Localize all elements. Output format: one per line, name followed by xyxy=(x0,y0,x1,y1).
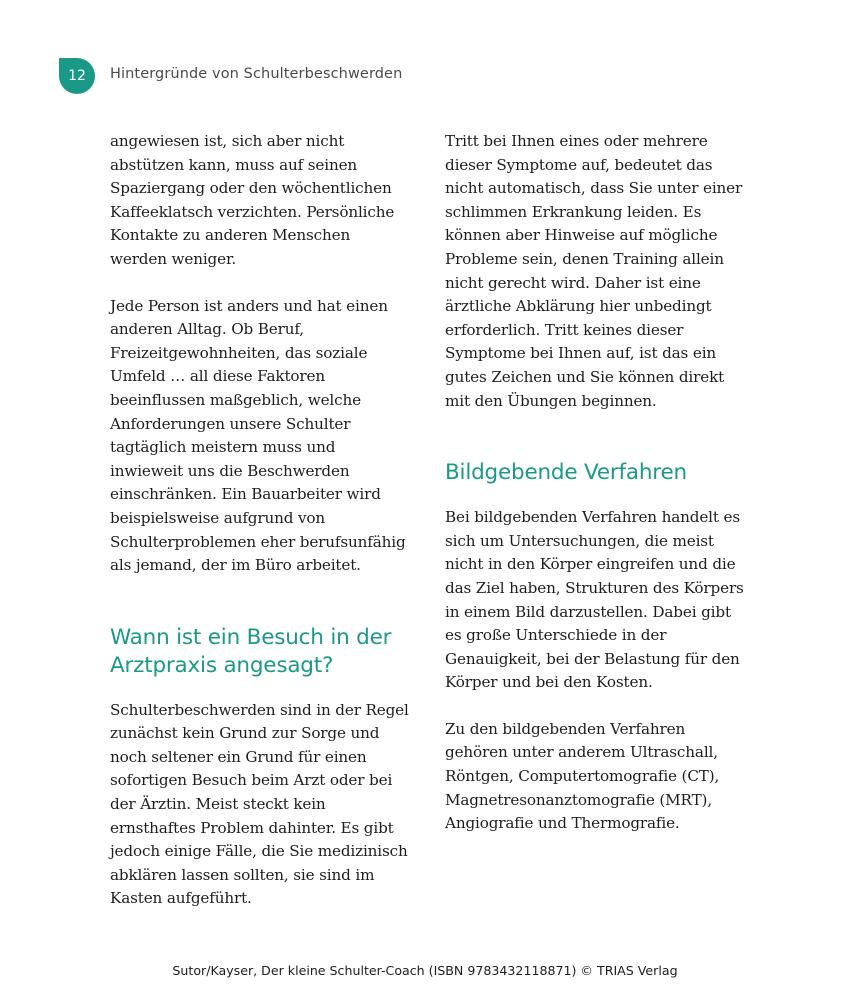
section-heading: Wann ist ein Besuch in der Arztpraxis angesagt? xyxy=(110,624,392,678)
paragraph: Tritt bei Ihnen eines oder mehrere dieser Symptome auf, bedeutet das nicht automatisch, dass Sie unter einer schlimmen Erkrankung leiden. Es können aber Hinweise auf mögliche Probleme sein, denen Training allein nicht gerecht wird. Daher ist eine ärztliche Abklärung hier unbedingt erforderlich. Tritt keines dieser Symptome bei Ihnen auf, ist das ein gutes Zeichen und Sie können direkt mit den Übungen beginnen. xyxy=(445,132,743,410)
paragraph: Zu den bildgebenden Verfahren gehören unter anderem Ultraschall, Röntgen, Computertomografie (CT), Magnetresonanztomografie (MRT), Angiografie und Thermografie. xyxy=(445,719,720,833)
paragraph: angewiesen ist, sich aber nicht abstützen kann, muss auf seinen Spaziergang oder den wöchentlichen Kaffeeklatsch verzichten. Persönliche Kontakte zu anderen Menschen werden weniger. xyxy=(110,132,395,268)
section-heading: Bildgebende Verfahren xyxy=(445,460,687,486)
left-column xyxy=(110,130,410,911)
paragraph: Jede Person ist anders und hat einen anderen Alltag. Ob Beruf, Freizeitgewohnheiten, das soziale Umfeld … all diese Faktoren beeinflussen maßgeblich, welche Anforderungen unsere Schulter tagtäglich meistern muss und inwieweit uns die Beschwerden einschränken. Ein Bauarbeiter wird beispielsweise aufgrund von Schulterproblemen eher berufsunfähig als jemand, der im Büro arbeitet. xyxy=(110,296,406,575)
running-header: Hintergründe von Schulterbeschwerden xyxy=(110,66,403,82)
footer-citation: Sutor/Kayser, Der kleine Schulter-Coach (ISBN 9783432118871) © TRIAS Verlag xyxy=(172,963,678,978)
page-number-tab xyxy=(59,58,95,94)
right-column xyxy=(445,130,745,836)
page-number: 12 xyxy=(68,68,86,84)
paragraph: Schulterbeschwerden sind in der Regel zunächst kein Grund zur Sorge und noch seltener ein Grund für einen sofortigen Besuch beim Arzt oder bei der Ärztin. Meist steckt kein ernsthaftes Problem dahinter. Es gibt jedoch einige Fälle, die Sie medizinisch abklären lassen sollten, sie sind im Kasten aufgeführt. xyxy=(110,700,409,908)
paragraph: Bei bildgebenden Verfahren handelt es sich um Untersuchungen, die meist nicht in den Körper eingreifen und die das Ziel haben, Strukturen des Körpers in einem Bild darzustellen. Dabei gibt es große Unterschiede in der Genauigkeit, bei der Belastung für den Körper und bei den Kosten. xyxy=(445,508,744,692)
